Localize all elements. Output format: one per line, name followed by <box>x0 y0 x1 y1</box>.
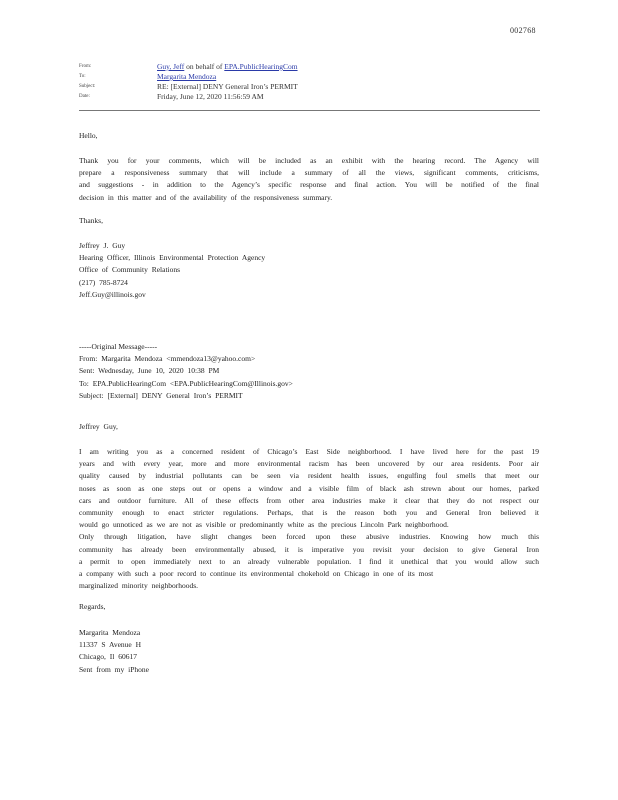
from-value <box>157 62 298 71</box>
signature-line: Jeffrey J. Guy <box>79 241 126 250</box>
original-body-line: a company with such a poor record to continue its environmental chokehold on Chicago in one of its most <box>79 568 434 578</box>
original-body-line: marginalized minority neighborhoods. <box>79 581 199 591</box>
original-greeting <box>79 421 539 433</box>
date-label: Date: <box>79 94 90 99</box>
original-message-header <box>79 341 539 402</box>
original-sent: Sent: Wednesday, June 10, 2020 10:38 PM <box>79 366 220 376</box>
reply-greeting <box>79 130 539 142</box>
reply-greeting-text: Hello, <box>79 131 98 140</box>
original-subject: Subject: [External] DENY General Iron’s PERMIT <box>79 390 243 400</box>
original-signature-line: Sent from my iPhone <box>79 664 149 674</box>
reply-body-line: prepare a responsiveness summary that will include a summary of all the views, significant comments, criticisms, <box>79 168 539 178</box>
reply-body-line: decision in this matter and of the availability of the responsiveness summary. <box>79 192 333 202</box>
original-separator: -----Original Message----- <box>79 342 158 351</box>
original-body-line: quality caused by industrial pollutants can be seen via resident health issues, engulfing foul smells that meet our <box>79 471 539 481</box>
from-mid-text: on behalf of <box>184 62 225 71</box>
signature-line: (217) 785-8724 <box>79 277 128 287</box>
reply-closing <box>79 215 539 227</box>
reply-body-line: Thank you for your comments, which will be included as an exhibit with the hearing record. The Agency will <box>79 156 539 165</box>
page-number: 002768 <box>510 26 536 35</box>
original-body-line: community enough to enact stricter regulations. Perhaps, that is the reason both you and General Iron believed it <box>79 507 539 517</box>
original-signature-line: Chicago, Il 60617 <box>79 652 137 662</box>
original-body-line: a permit to open immediately next to an already vulnerable population. I find it unethical that you would allow such <box>79 556 539 566</box>
original-body-line: Only through litigation, have slight changes been forced upon these abusive industries. Knowing how much this <box>79 532 539 542</box>
original-signature-line: 11337 S Avenue H <box>79 640 142 650</box>
header-divider <box>79 110 540 111</box>
from-address-link[interactable]: EPA.PublicHearingCom <box>224 62 298 71</box>
reply-signature <box>79 240 539 301</box>
from-name-link[interactable]: Guy, Jeff <box>157 62 185 71</box>
original-to: To: EPA.PublicHearingCom <EPA.PublicHearingCom@Illinois.gov> <box>79 378 293 388</box>
original-body-line: noses as soon as one steps out or opens a window and a visible film of black ash strewn about our homes, parked <box>79 483 539 493</box>
subject-label: Subject: <box>79 84 96 89</box>
original-body-line: years and with every year, more and more environmental racism has been uncovered by our area residents. Poor air <box>79 459 539 469</box>
header-date-row <box>79 92 539 103</box>
signature-email[interactable]: Jeff.Guy@illinois.gov <box>79 289 146 299</box>
original-closing-text: Regards, <box>79 602 106 611</box>
original-body-line: cars and outdoor furniture. All of these effects from other area industries make it clear that they do not respect our <box>79 495 539 505</box>
signature-line: Hearing Officer, Illinois Environmental Protection Agency <box>79 253 266 263</box>
original-signature <box>79 627 539 676</box>
date-value: Friday, June 12, 2020 11:56:59 AM <box>157 92 264 101</box>
from-label: From: <box>79 64 92 69</box>
to-label: To: <box>79 74 86 79</box>
to-name-link[interactable]: Margarita Mendoza <box>157 72 217 81</box>
reply-closing-text: Thanks, <box>79 216 103 225</box>
original-greeting-text: Jeffrey Guy, <box>79 422 118 431</box>
original-body-line: community has already been environmentally abused, it is imperative you revisit your decision to give General Iron <box>79 544 539 554</box>
reply-body-line: and suggestions - in addition to the Agency’s specific response and final action. You will be notified of the final <box>79 180 539 190</box>
original-body-line: I am writing you as a concerned resident of Chicago’s East Side neighborhood. I have lived here for the past 19 <box>79 447 539 456</box>
original-signature-line: Margarita Mendoza <box>79 628 141 637</box>
original-body-line: would go unnoticed as we are not as visible or predominantly white as the precious Lincoln Park neighborhood. <box>79 520 449 530</box>
original-closing <box>79 601 539 613</box>
reply-body <box>79 155 539 204</box>
original-from: From: Margarita Mendoza <mmendoza13@yahoo.com> <box>79 354 256 364</box>
subject-value: RE: [External] DENY General Iron’s PERMIT <box>157 82 298 91</box>
signature-line: Office of Community Relations <box>79 265 181 275</box>
original-body <box>79 446 539 592</box>
